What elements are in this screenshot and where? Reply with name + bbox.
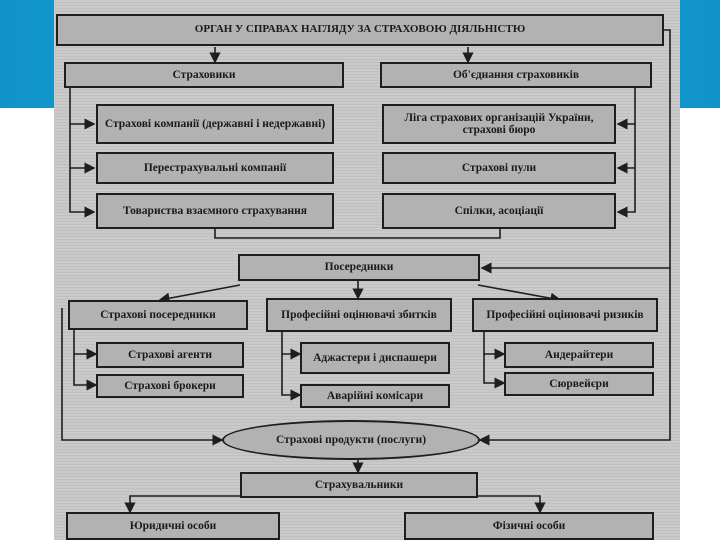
intermediaries-box: Посередники	[238, 254, 480, 281]
surveyors-box: Сюрвейєри	[504, 372, 654, 396]
insurance-companies-box: Страхові компанії (державні і недержавні)	[96, 104, 334, 144]
emergency-commissioners-box: Аварійні комісари	[300, 384, 450, 408]
insurance-intermediaries-box: Страхові посередники	[68, 300, 248, 330]
risk-assessors-box: Професійні оцінювачі ризиків	[472, 298, 658, 332]
league-box: Ліга страхових організацій України, страхові бюро	[382, 104, 616, 144]
legal-entities-box: Юридичні особи	[66, 512, 280, 540]
mutual-insurance-box: Товариства взаємного страхування	[96, 193, 334, 229]
brokers-box: Страхові брокери	[96, 374, 244, 398]
supervisory-authority-box: ОРГАН У СПРАВАХ НАГЛЯДУ ЗА СТРАХОВОЮ ДІЯЛЬНІСТЮ	[56, 14, 664, 46]
adjusters-box: Аджастери і диспашери	[300, 342, 450, 374]
reinsurance-box: Перестрахувальні компанії	[96, 152, 334, 184]
agents-box: Страхові агенти	[96, 342, 244, 368]
loss-assessors-box: Професійні оцінювачі збитків	[266, 298, 452, 332]
insurers-box: Страховики	[64, 62, 344, 88]
insurance-products-ellipse: Страхові продукти (послуги)	[222, 420, 480, 460]
unions-box: Спілки, асоціації	[382, 193, 616, 229]
insurer-associations-box: Об'єднання страховиків	[380, 62, 652, 88]
policyholders-box: Страхувальники	[240, 472, 478, 498]
pools-box: Страхові пули	[382, 152, 616, 184]
underwriters-box: Андерайтери	[504, 342, 654, 368]
individuals-box: Фізичні особи	[404, 512, 654, 540]
